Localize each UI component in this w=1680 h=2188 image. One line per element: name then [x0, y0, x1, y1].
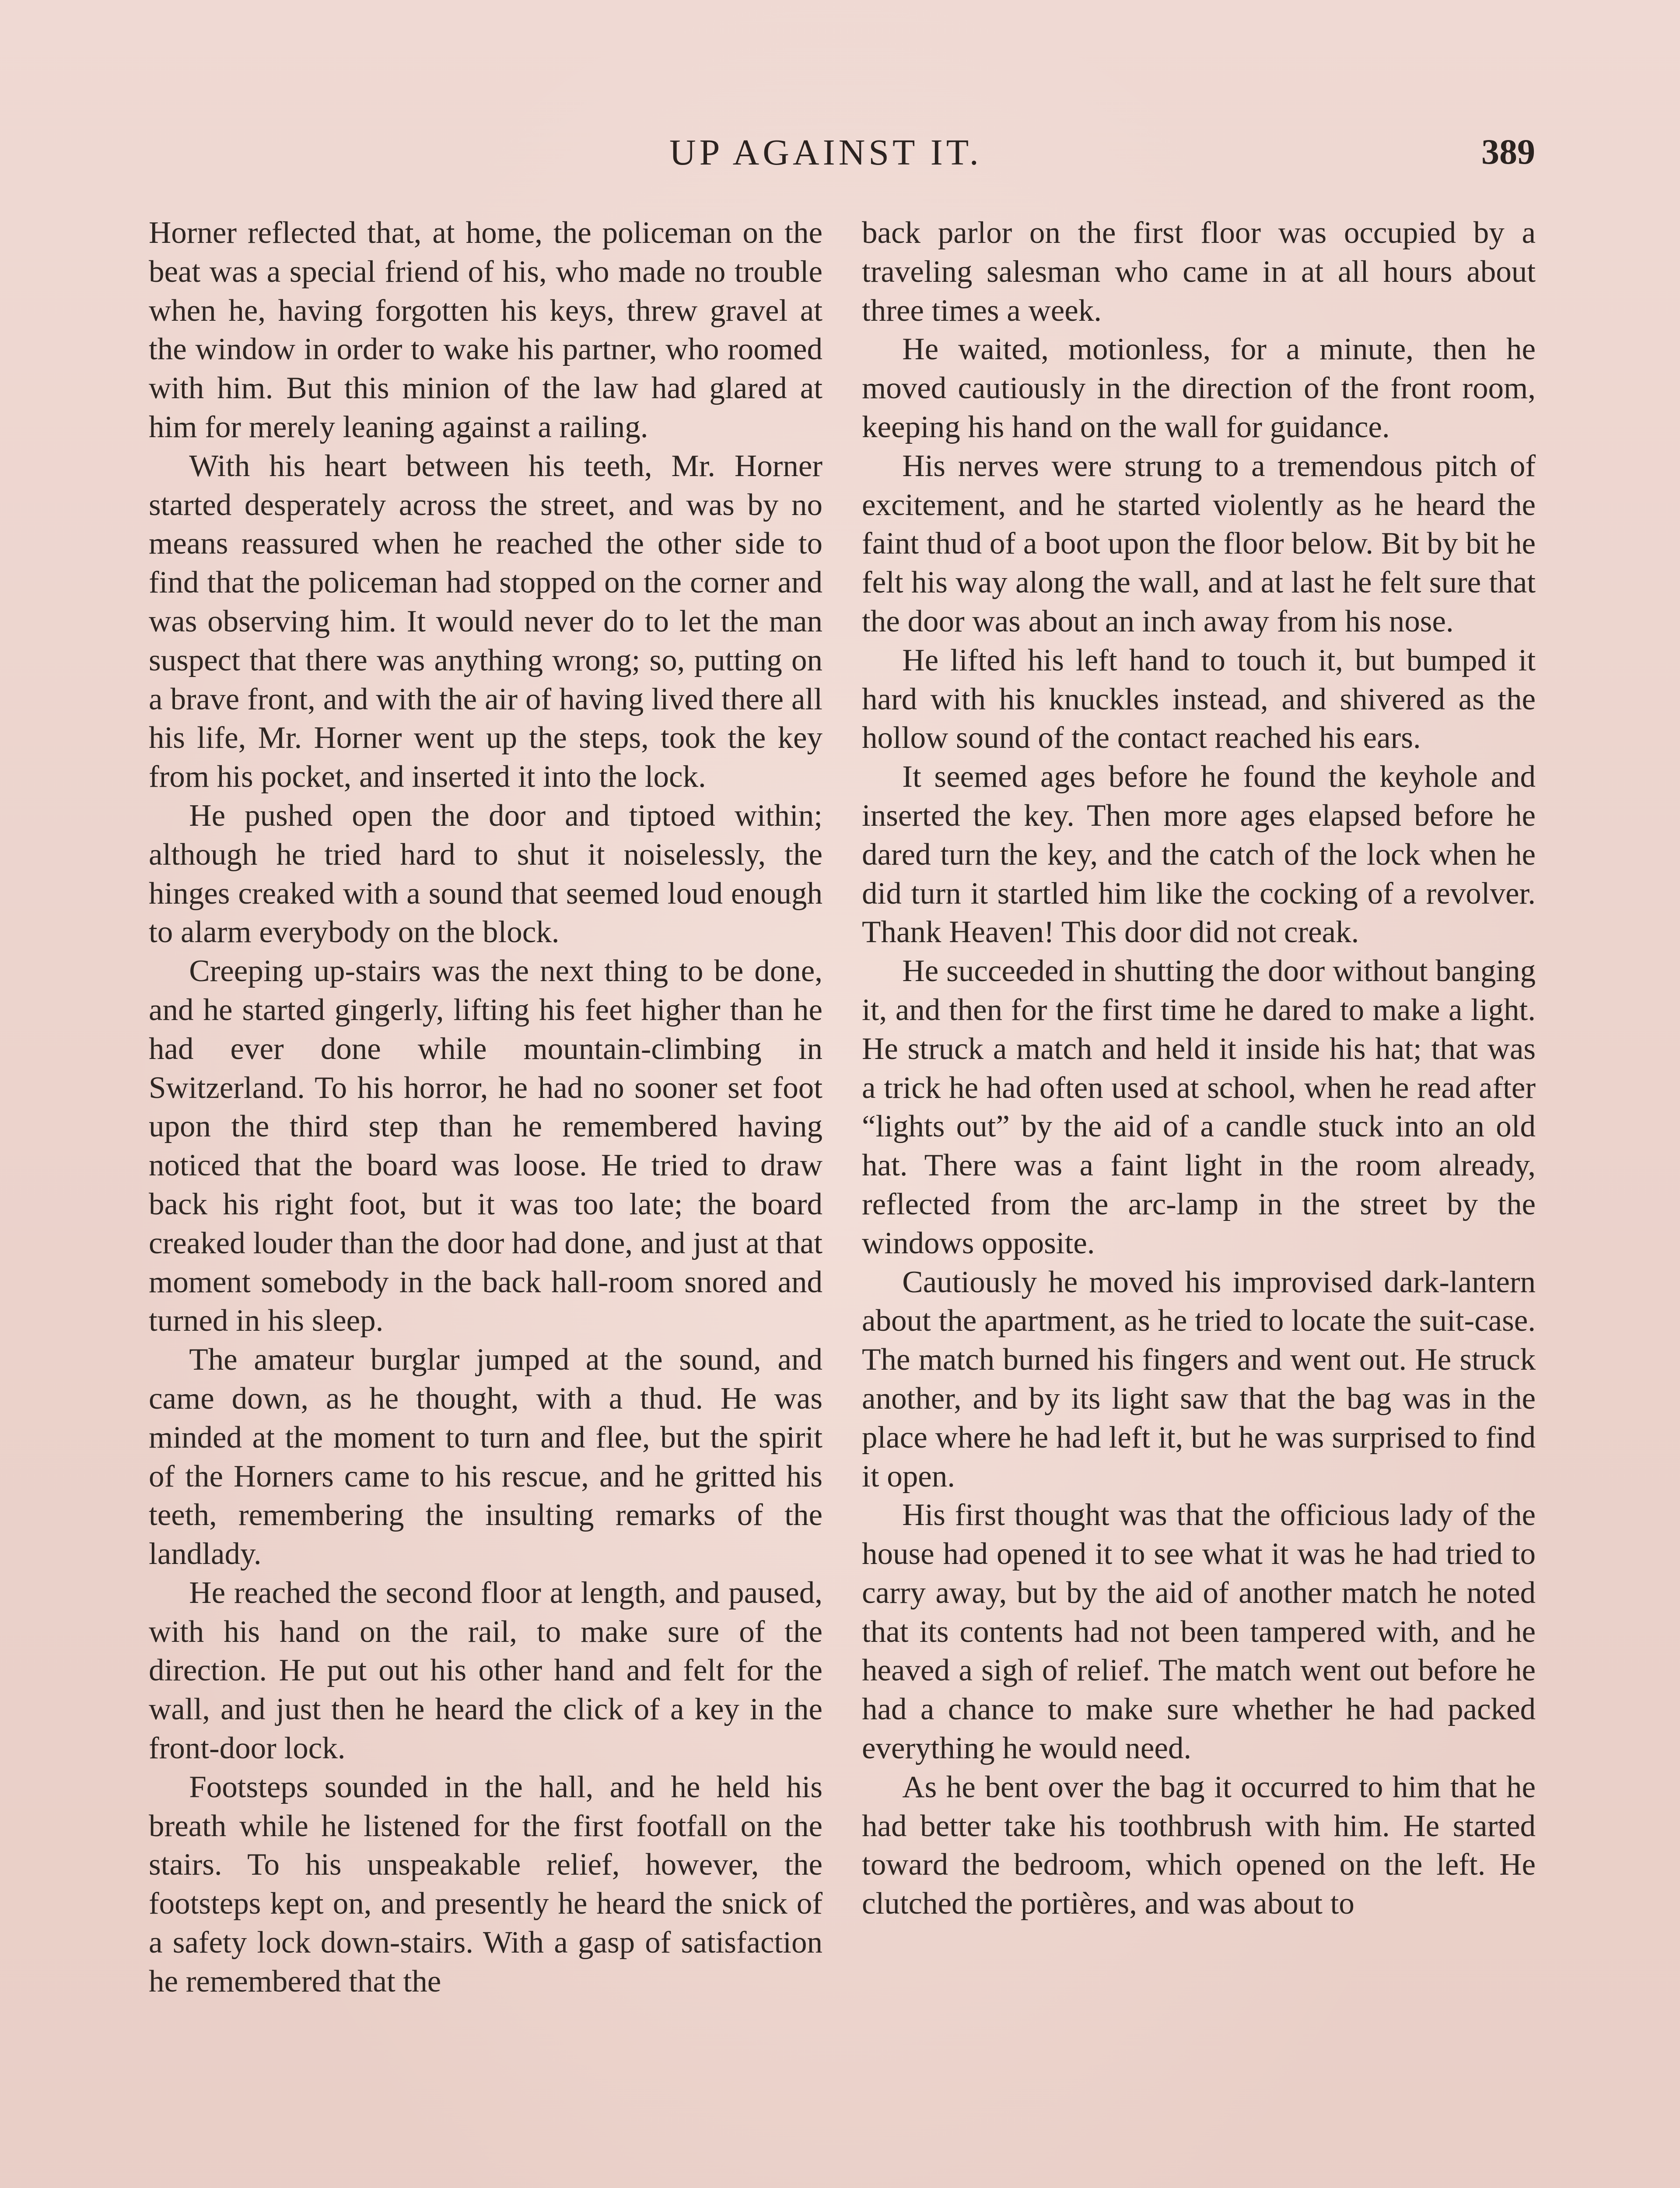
- paragraph: He reached the second floor at length, and paused, with his hand on the rail, to make sure of the direction. He put out his other hand and felt for the wall, and just then he heard the click of a key in the front-door lock.: [149, 1575, 822, 1766]
- running-head: UP AGAINST IT.: [669, 132, 982, 173]
- right-column: [862, 214, 1536, 1923]
- left-column: [149, 214, 822, 2001]
- paragraph: back parlor on the first floor was occupied by a traveling salesman who came in at all hours about three times a week.: [862, 216, 1536, 328]
- paragraph: He waited, motionless, for a minute, then he moved cautiously in the direction of the front room, keeping his hand on the wall for guidance.: [862, 332, 1536, 444]
- paragraph: His nerves were strung to a tremendous pitch of excitement, and he started violently as he heard the faint thud of a boot upon the floor below. Bit by bit he felt his way along the wall, and at last he felt sure that the door was about an inch away from his nose.: [862, 449, 1536, 638]
- paragraph: It seemed ages before he found the keyhole and inserted the key. Then more ages elapsed before he dared turn the key, and the catch of the lock when he did turn it startled him like the cocking of a revolver. Thank Heaven! This door did not creak.: [862, 760, 1536, 950]
- paragraph: Horner reflected that, at home, the policeman on the beat was a special friend of his, who made no trouble when he, having forgotten his keys, threw gravel at the window in order to wake his partner, who roomed with him. But this minion of the law had glared at him for merely leaning against a railing.: [149, 216, 822, 444]
- page-header: [0, 131, 1680, 179]
- paragraph: He succeeded in shutting the door without banging it, and then for the first time he dared to make a light. He struck a match and held it inside his hat; that was a trick he had often used at school, when he read after “lights out” by the aid of a candle stuck into an old hat. There was a faint light in the room already, reflected from the arc-lamp in the street by the windows opposite.: [862, 954, 1536, 1260]
- paragraph: He pushed open the door and tiptoed within; although he tried hard to shut it noiselessly, the hinges creaked with a sound that seemed loud enough to alarm everybody on the block.: [149, 798, 822, 950]
- paragraph: Creeping up-stairs was the next thing to be done, and he started gingerly, lifting his feet higher than he had ever done while mountain-climbing in Switzerland. To his horror, he had no sooner set foot upon the third step than he remembered having noticed that the board was loose. He tried to draw back his right foot, but it was too late; the board creaked louder than the door had done, and just at that moment somebody in the back hall-room snored and turned in his sleep.: [149, 954, 822, 1338]
- paragraph: He lifted his left hand to touch it, but bumped it hard with his knuckles instead, and shivered as the hollow sound of the contact reached his ears.: [862, 643, 1536, 755]
- paragraph: As he bent over the bag it occurred to him that he had better take his toothbrush with him. He started toward the bedroom, which opened on the left. He clutched the portières, and was about to: [862, 1770, 1536, 1921]
- paragraph: Cautiously he moved his improvised dark-lantern about the apartment, as he tried to locate the suit-case. The match burned his fingers and went out. He struck another, and by its light saw that the bag was in the place where he had left it, but he was surprised to find it open.: [862, 1265, 1536, 1494]
- paragraph: The amateur burglar jumped at the sound, and came down, as he thought, with a thud. He was minded at the moment to turn and flee, but the spirit of the Horners came to his rescue, and he gritted his teeth, remembering the insulting remarks of the landlady.: [149, 1343, 822, 1571]
- page-number: 389: [1481, 132, 1535, 172]
- paragraph: Footsteps sounded in the hall, and he held his breath while he listened for the first footfall on the stairs. To his unspeakable relief, however, the footsteps kept on, and presently he heard the snick of a safety lock down-stairs. With a gasp of satisfaction he remembered that the: [149, 1770, 822, 1999]
- paragraph: With his heart between his teeth, Mr. Horner started desperately across the street, and was by no means reassured when he reached the other side to find that the policeman had stopped on the corner and was observing him. It would never do to let the man suspect that there was anything wrong; so, putting on a brave front, and with the air of having lived there all his life, Mr. Horner went up the steps, took the key from his pocket, and inserted it into the lock.: [149, 449, 822, 794]
- paragraph: His first thought was that the officious lady of the house had opened it to see what it was he had tried to carry away, but by the aid of another match he noted that its contents had not been tampered with, and he heaved a sigh of relief. The match went out before he had a chance to make sure whether he had packed everything he would need.: [862, 1498, 1536, 1766]
